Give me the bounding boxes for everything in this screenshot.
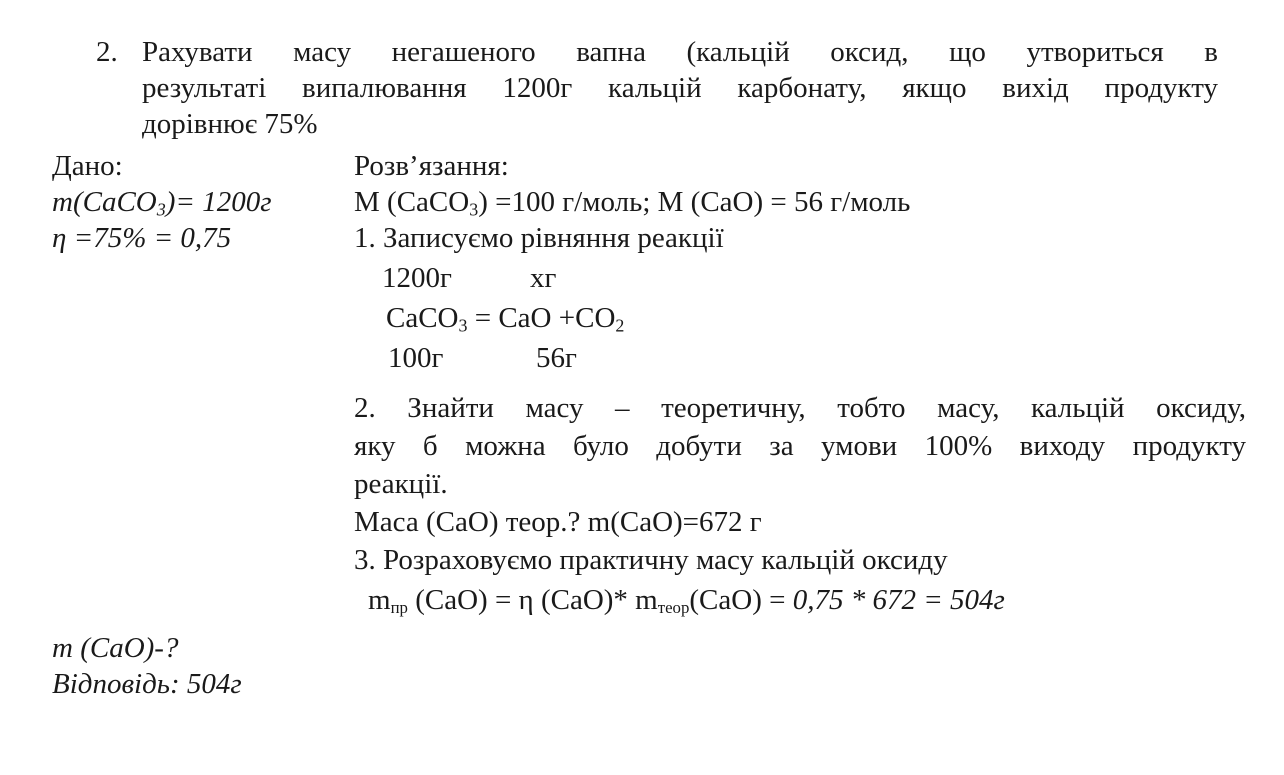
step-2-line-1: 2. Знайти масу – теоретичну, тобто масу, кальцій оксиду, xyxy=(354,392,1246,424)
eq-below-reactant: 100г xyxy=(388,342,444,374)
molar-masses: M (CaCO$_3$) =100 г/моль; M (CaO) = 56 г/моль xyxy=(354,186,911,220)
step-3: 3. Розраховуємо практичну масу кальцій оксиду xyxy=(354,544,948,576)
step-1: 1. Записуємо рівняння реакції xyxy=(354,222,724,254)
step-2-line-2: яку б можна було добути за умови 100% виходу продукту xyxy=(354,430,1246,462)
theoretical-mass: Маса (CaO) теор.? m(CaO)=672 г xyxy=(354,506,762,538)
task-text-line-2: результаті випалювання 1200г кальцій карбонату, якщо вихід продукту xyxy=(142,72,1218,104)
reaction-equation: CaCO$_3$ = CaO $+CO_2$ xyxy=(386,302,625,336)
eq-below-product: 56г xyxy=(536,342,577,374)
task-number: 2. xyxy=(96,36,118,68)
solution-label: Розв’язання: xyxy=(354,150,509,182)
answer: Відповідь: 504г xyxy=(52,668,242,700)
task-text-line-1: Рахувати масу негашеного вапна (кальцій оксид, що утвориться в xyxy=(142,36,1218,68)
task-text-line-3: дорівнює 75% xyxy=(142,108,318,140)
eq-above-product: хг xyxy=(530,262,557,294)
eq-above-reactant: 1200г xyxy=(382,262,452,294)
given-mass: m(CaCO$_3$)= 1200г xyxy=(52,186,272,220)
step-2-line-3: реакції. xyxy=(354,468,448,500)
find-quantity: m (CaO)-? xyxy=(52,632,179,664)
practical-mass-formula: $m_{пр}$ (CaO) = η (CaO)* $m_{теор}(CaO) = 0,75 * 672 = 504г$ xyxy=(368,584,1005,618)
given-label: Дано: xyxy=(52,150,123,182)
given-yield: η =75% = 0,75 xyxy=(52,222,232,254)
